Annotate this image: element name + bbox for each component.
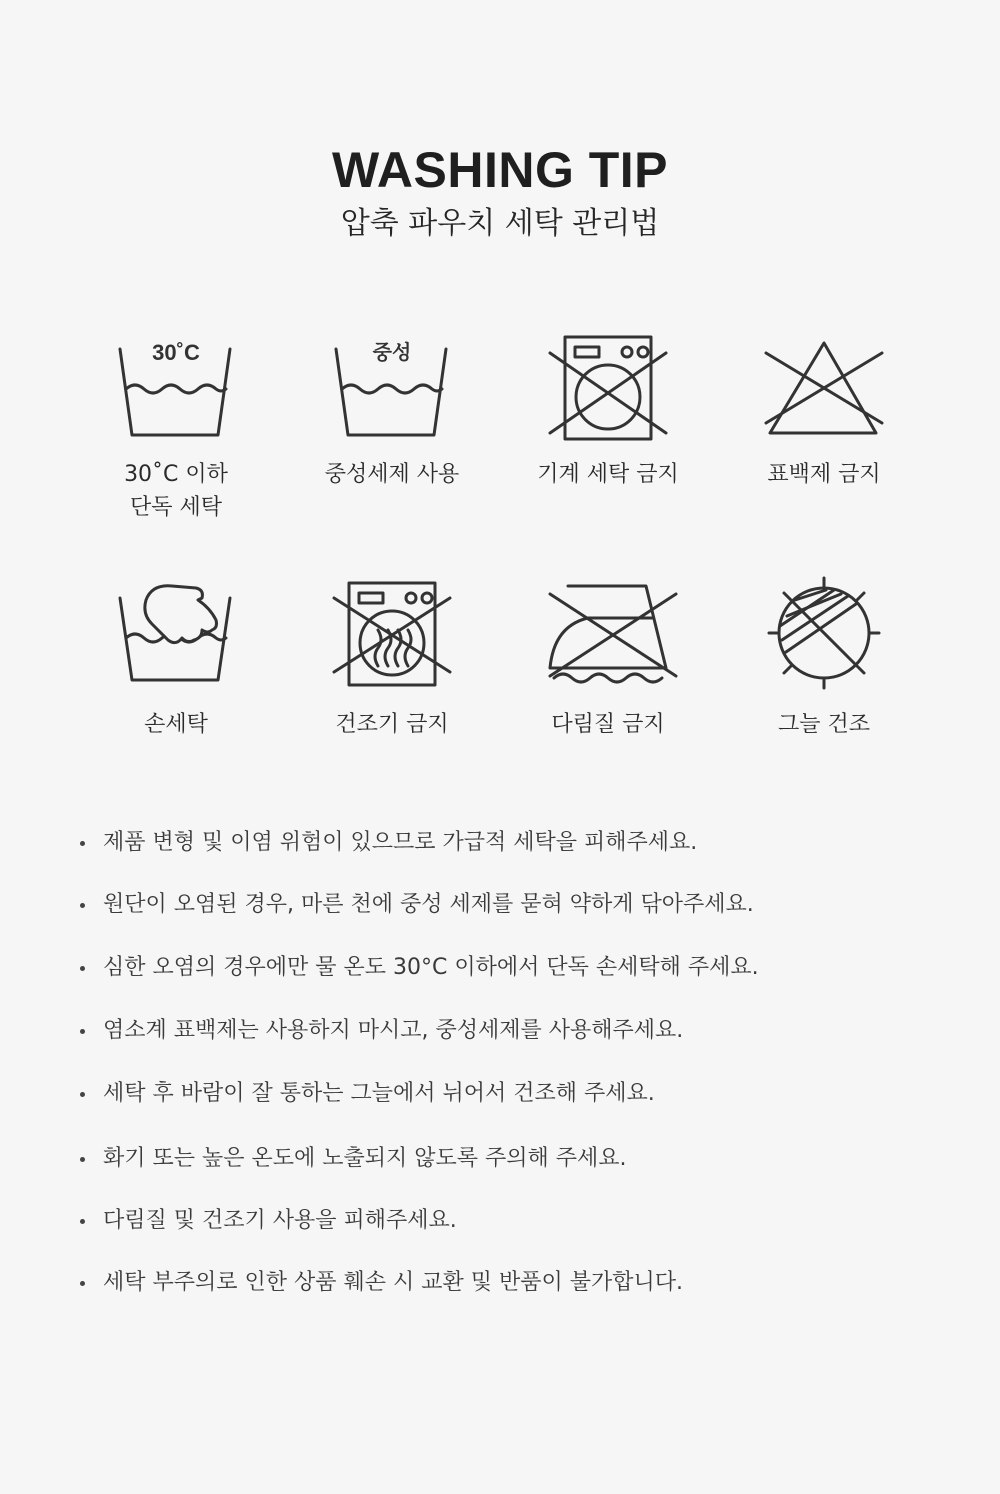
care-item-no-tumble-dry	[284, 578, 500, 758]
care-label: 기계 세탁 금지	[537, 462, 679, 487]
list-item	[76, 1074, 956, 1114]
care-label: 표백제 금지	[767, 462, 881, 487]
list-item	[76, 1139, 956, 1179]
care-item-hand-wash	[68, 578, 284, 758]
bullet-icon	[80, 1092, 85, 1097]
bullet-icon	[80, 966, 85, 971]
neutral-symbol-text: 중성	[372, 340, 412, 364]
care-item-no-iron	[500, 578, 716, 758]
care-item-wash-30c	[68, 335, 284, 535]
care-label: 30˚C 이하	[124, 462, 228, 487]
bullet-icon	[80, 1219, 85, 1224]
no-iron-icon	[548, 578, 668, 688]
bullet-icon	[80, 1281, 85, 1286]
no-machine-wash-icon	[548, 335, 668, 445]
list-item	[76, 885, 956, 925]
bullet-icon	[80, 841, 85, 846]
care-item-no-bleach	[716, 335, 932, 535]
list-item	[76, 823, 956, 863]
list-item	[76, 1263, 956, 1303]
hand-wash-icon	[116, 578, 236, 688]
care-item-neutral-detergent	[284, 335, 500, 535]
tip-text: 세탁 후 바람이 잘 통하는 그늘에서 뉘어서 건조해 주세요.	[103, 1081, 655, 1106]
care-label: 그늘 건조	[777, 712, 870, 737]
bullet-icon	[80, 903, 85, 908]
care-label: 중성세제 사용	[324, 462, 460, 487]
no-bleach-icon	[764, 335, 884, 445]
bullet-icon	[80, 1157, 85, 1162]
bullet-icon	[80, 1029, 85, 1034]
care-label: 다림질 금지	[551, 712, 665, 737]
tip-text: 제품 변형 및 이염 위험이 있으므로 가급적 세탁을 피해주세요.	[103, 830, 698, 855]
tip-text: 염소계 표백제는 사용하지 마시고, 중성세제를 사용해주세요.	[103, 1018, 684, 1043]
care-item-no-machine-wash	[500, 335, 716, 535]
wash-30c-icon	[116, 335, 236, 445]
care-item-shade-dry	[716, 578, 932, 758]
wash-symbol-text: 30˚C	[152, 340, 200, 365]
list-item	[76, 1201, 956, 1241]
tip-text: 다림질 및 건조기 사용을 피해주세요.	[103, 1208, 457, 1233]
list-item	[76, 948, 956, 988]
care-label-line2: 단독 세탁	[129, 495, 222, 520]
care-label: 손세탁	[144, 712, 208, 737]
tip-text: 화기 또는 높은 온도에 노출되지 않도록 주의해 주세요.	[103, 1146, 627, 1171]
tip-text: 원단이 오염된 경우, 마른 천에 중성 세제를 묻혀 약하게 닦아주세요.	[103, 892, 754, 917]
shade-dry-icon	[764, 578, 884, 688]
page-title: WASHING TIP	[331, 142, 669, 198]
care-label: 건조기 금지	[335, 712, 449, 737]
tip-text: 세탁 부주의로 인한 상품 훼손 시 교환 및 반품이 불가합니다.	[103, 1270, 683, 1295]
list-item	[76, 1011, 956, 1051]
no-tumble-dry-icon	[332, 578, 452, 688]
tip-text: 심한 오염의 경우에만 물 온도 30°C 이하에서 단독 손세탁해 주세요.	[103, 955, 759, 980]
page-subtitle: 압축 파우치 세탁 관리법	[340, 206, 660, 241]
neutral-detergent-icon	[332, 335, 452, 445]
